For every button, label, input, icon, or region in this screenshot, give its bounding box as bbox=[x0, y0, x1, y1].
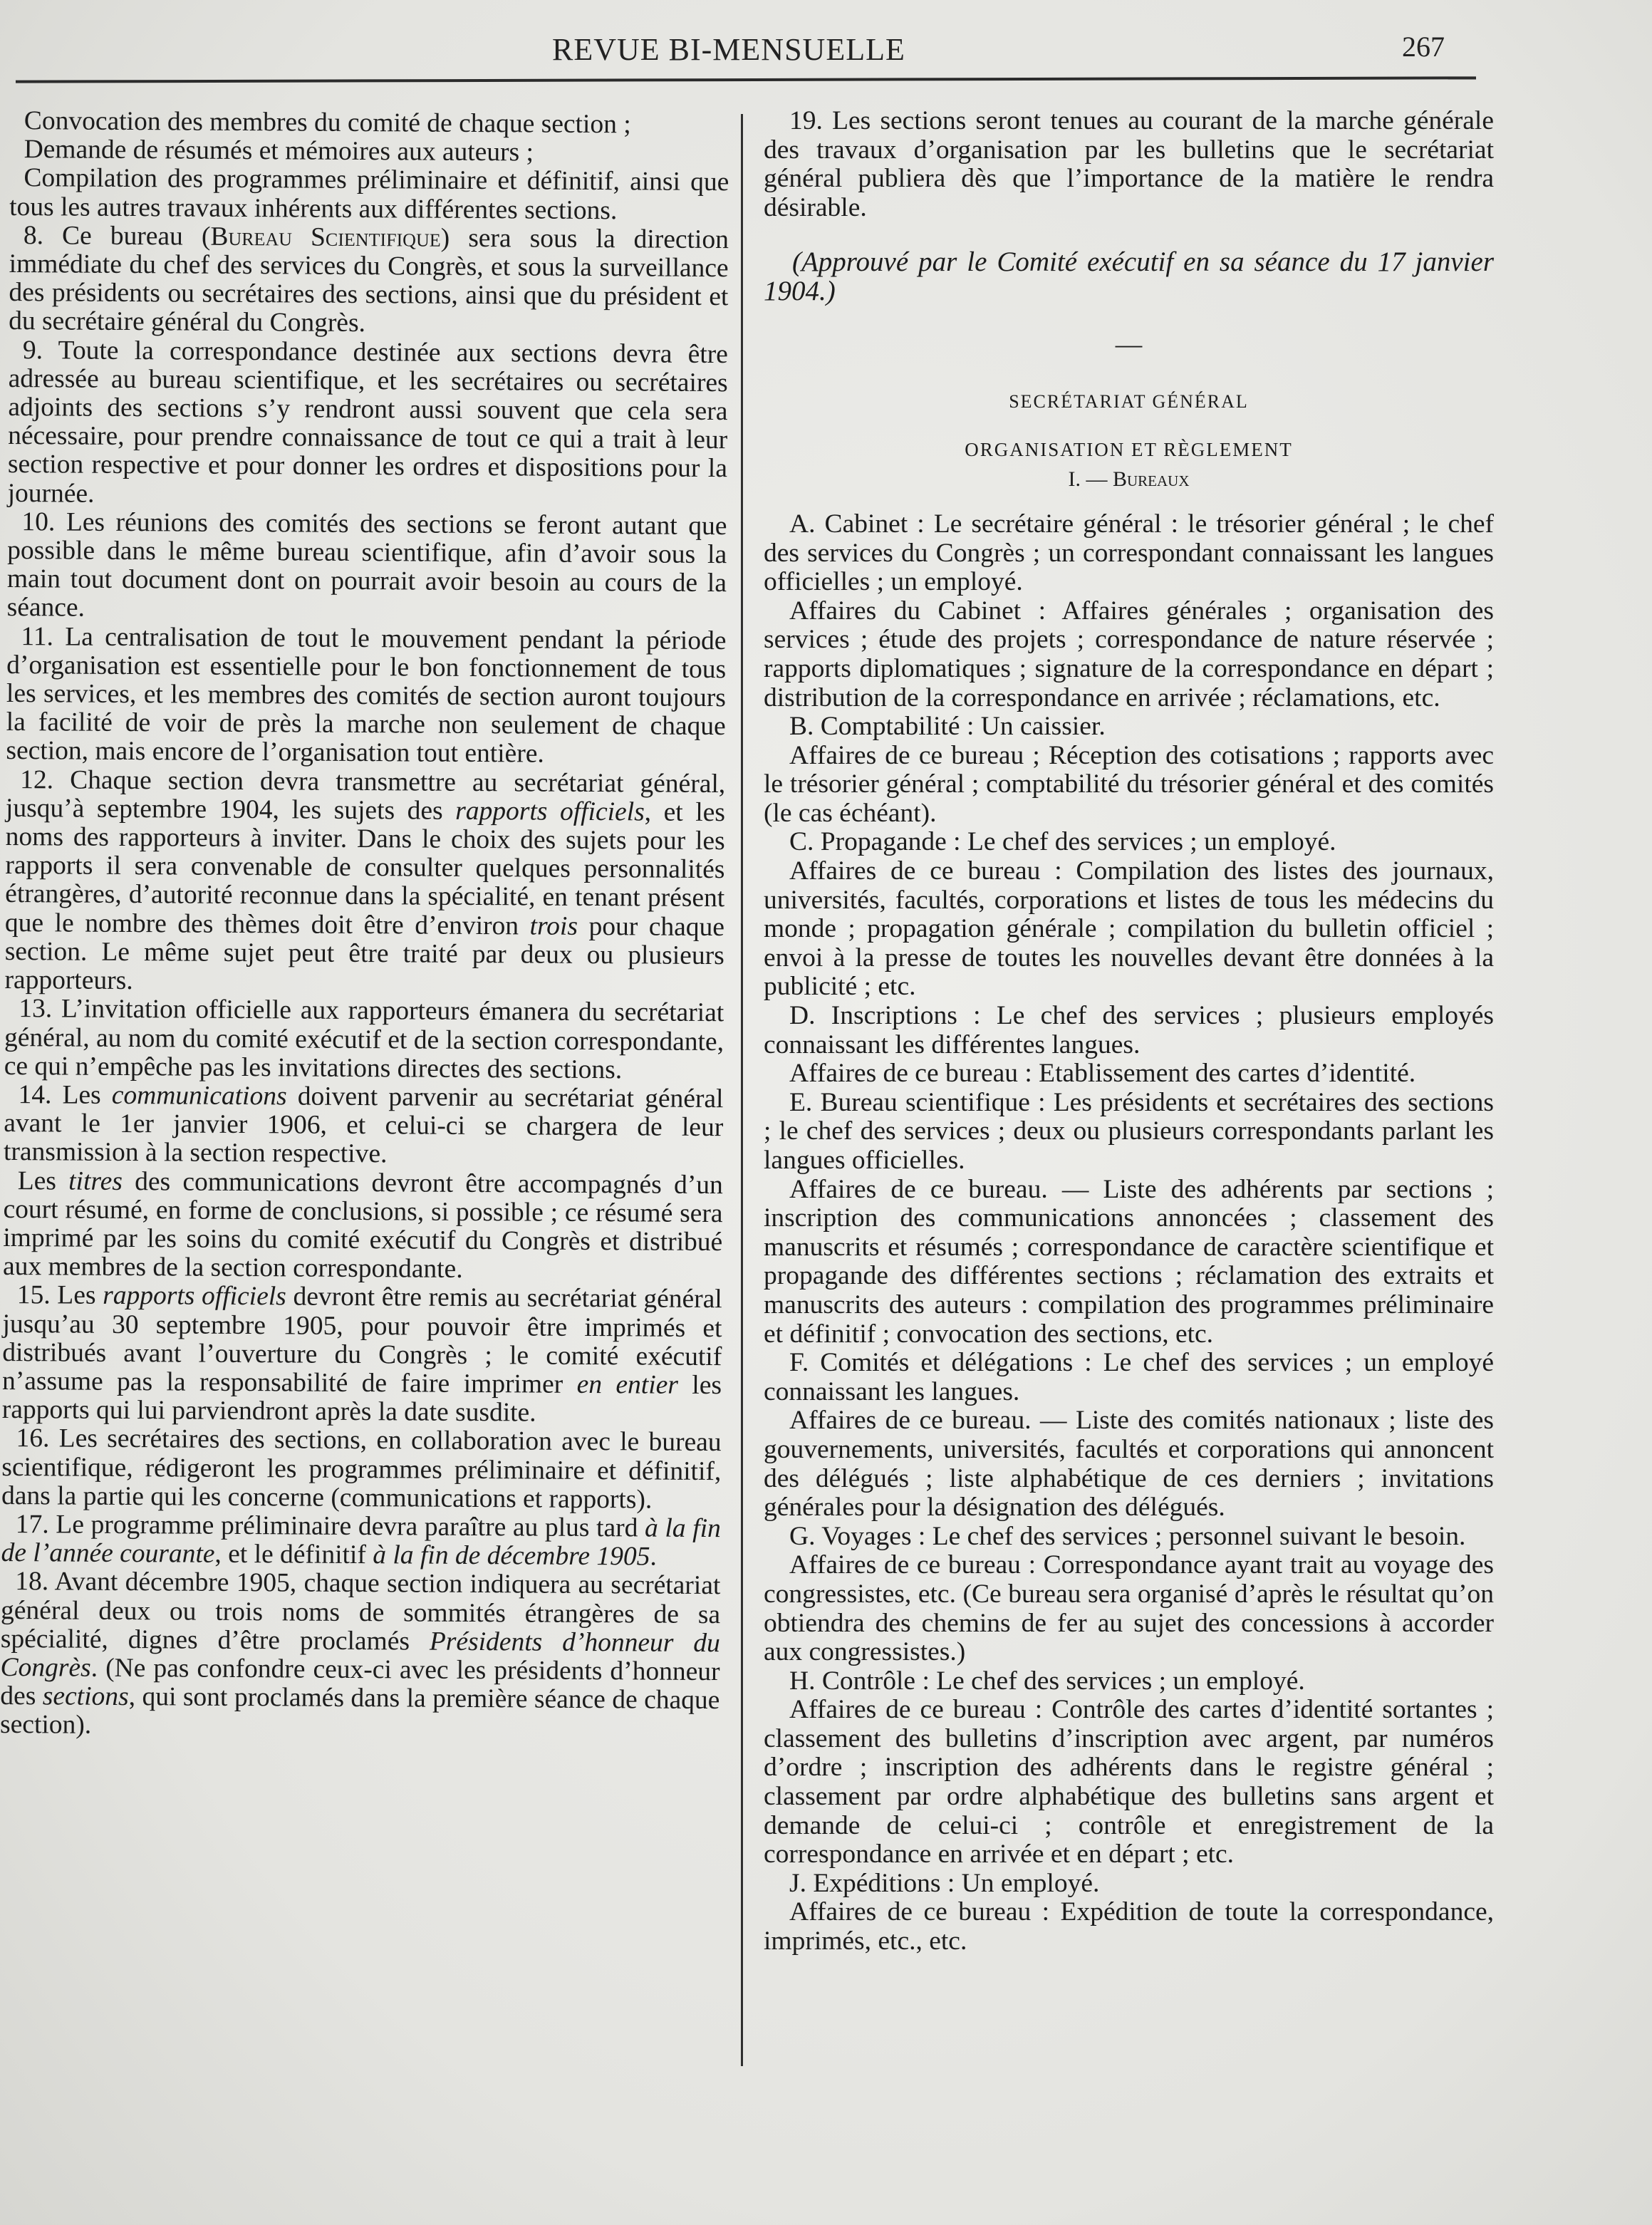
article-15 bbox=[2, 1281, 722, 1428]
text-run: pour chaque section. Le même sujet peut être traité par deux ou plusieurs rapporteurs. bbox=[4, 911, 725, 996]
bureau-e: E. Bureau scientifique : Les présidents et secrétaires des sections ; le chef des services ; deux ou plusieurs correspondants parlant les langues officielles. bbox=[764, 1087, 1494, 1175]
bureau-c: C. Propagande : Le chef des services ; un employé. bbox=[789, 827, 1336, 857]
article-9: 9. Toute la correspondance destinée aux sections devra être adressée au bureau scientifique, et les secrétaires ou secrétaires adjoints des sections s’y rendront aussi souvent que cela sera nécessaire, pour prendre connaissance de tout ce qui a trait à leur section respective et pour donner les ordres et dispositions pour la journée. bbox=[7, 335, 729, 509]
paragraph bbox=[3, 1166, 723, 1285]
italic-run: titres bbox=[68, 1166, 123, 1196]
text-run: devront être remis au secrétariat général jusqu’au 30 septembre 1905, pour pouvoir être imprimés et distribués avant l’ouverture du Congrès ; le comité exécutif n’assume pas la responsabilité de faire imprimer bbox=[1, 1282, 722, 1399]
italic-run: trois bbox=[529, 911, 578, 941]
italic-run: en entier bbox=[576, 1369, 679, 1400]
paragraph: Demande de résumés et mémoires aux auteurs ; bbox=[24, 135, 534, 167]
bureau-d: D. Inscriptions : Le chef des services ; plusieurs employés connaissant les différentes langues. bbox=[764, 1001, 1494, 1059]
separator-dash: — bbox=[1115, 329, 1143, 359]
subsection-heading: ORGANISATION ET RÈGLEMENT bbox=[965, 438, 1293, 460]
italic-run: sections bbox=[42, 1681, 129, 1712]
bureaux-heading bbox=[764, 465, 1494, 494]
bureau-g-affaires: Affaires de ce bureau : Correspondance ayant trait au voyage des congressistes, etc. (Ce bureau sera organisé d’après le résultat qu’on obtiendra des chemins de fer au sujet des concessions à accorder aux congressistes.) bbox=[764, 1550, 1494, 1667]
text-run: 12. Chaque section devra transmettre au secrétariat général, jusqu’à septembre 1904, les sujets des bbox=[5, 764, 726, 826]
bureau-f: F. Comités et délégations : Le chef des services ; un employé connaissant les langues. bbox=[764, 1348, 1494, 1406]
text-run: des communications devront être accompagnés d’un court résumé, en forme de conclusions, si possible ; ce résumé sera imprimé par les soins du comité exécutif du Congrès et distribué aux membres de la section correspondante. bbox=[2, 1166, 723, 1285]
italic-run: Présidents d’honneur du Congrès bbox=[0, 1627, 720, 1683]
italic-run: à la fin de décembre 1905 bbox=[373, 1540, 650, 1572]
italic-run: à la fin de l’année courante bbox=[1, 1513, 721, 1569]
text-run: doivent parvenir au secrétariat général avant le 1er janvier 1906, et celui-ci se chargera de leur transmission à la section respective. bbox=[3, 1082, 724, 1169]
article-11: 11. La centralisation de tout le mouvement pendant la période d’organisation est essentielle pour le bon fonctionnement de tous les services, et les membres des comités de section auront toujours la facilité de voir de près la marche non seulement de chaque section, mais encore de l’organisation tout entière. bbox=[6, 621, 727, 769]
bureau-e-affaires: Affaires de ce bureau. — Liste des adhérents par sections ; inscription des communications annoncées ; classement des manuscrits et résumés ; correspondance de caractère scientifique et propagande des différentes sections ; réclamation des extraits et manuscrits des auteurs : compilation des programmes préliminaire et définitif ; convocation des sections, etc. bbox=[764, 1174, 1494, 1349]
bureau-h-affaires: Affaires de ce bureau : Contrôle des cartes d’identité sortantes ; classement des bulletins d’inscription avec argent, par numéros d’ordre ; inscription des adhérents dans le registre général ; classement par ordre alphabétique des bulletins sans argent et demande de celui-ci ; contrôle et enregistrement de la correspondance en arrivée et en départ ; etc. bbox=[764, 1695, 1494, 1869]
bureau-h: H. Contrôle : Le chef des services ; un employé. bbox=[789, 1666, 1305, 1696]
text-run: . (Ne pas confondre ceux-ci avec les présidents d’honneur des bbox=[0, 1653, 720, 1711]
bureau-b: B. Comptabilité : Un caissier. bbox=[789, 712, 1106, 742]
paragraph: Compilation des programmes préliminaire et définitif, ainsi que tous les autres travaux inhérents aux différentes sections. bbox=[9, 163, 729, 225]
text-run: 18. Avant décembre 1905, chaque section indiquera au secrétariat général deux ou trois noms de sommités étrangères de sa spécialité, dignes d’être proclamés bbox=[0, 1567, 721, 1656]
bureau-j: J. Expéditions : Un employé. bbox=[789, 1868, 1100, 1898]
text-run: 17. Le programme préliminaire devra paraître au plus tard bbox=[15, 1510, 645, 1543]
article-8 bbox=[9, 222, 729, 341]
text-run: ) sera sous la direction immédiate du chef des services du Congrès, et sous la surveillance des présidents ou secrétaires des sections, ainsi que du président et du secrétaire général du Congrès. bbox=[9, 223, 729, 338]
article-17 bbox=[1, 1510, 720, 1572]
bureau-a-affaires: Affaires du Cabinet : Affaires générales ; organisation des services ; étude des projets ; correspondance de nature réservée ; rapports diplomatiques ; signature de la correspondance en départ ; distribution de la correspondance en arrivée ; réclamations, etc. bbox=[764, 596, 1494, 712]
article-12 bbox=[4, 766, 725, 1000]
article-18 bbox=[0, 1567, 720, 1743]
bureau-c-affaires: Affaires de ce bureau : Compilation des listes des journaux, universités, facultés, corporations et listes de tous les médecins du monde ; propagation générale ; compilation du bulletin officiel ; envoi à la presse de toutes les nouvelles devant être données à la publicité ; etc. bbox=[764, 856, 1494, 1002]
approval-note: (Approuvé par le Comité exécutif en sa séance du 17 janvier 1904.) bbox=[764, 247, 1494, 306]
bureau-f-affaires: Affaires de ce bureau. — Liste des comités nationaux ; liste des gouvernements, universités, facultés et corporations qui annoncent des délégués ; liste alphabétique de ces derniers ; invitations générales pour la désignation des délégués. bbox=[764, 1406, 1494, 1523]
paragraph: Convocation des membres du comité de chaque section ; bbox=[24, 106, 631, 140]
text-run: I. — bbox=[1068, 467, 1113, 492]
article-14 bbox=[4, 1081, 724, 1171]
text-run: 15. Les bbox=[16, 1280, 103, 1311]
bureau-b-affaires: Affaires de ce bureau ; Réception des cotisations ; rapports avec le trésorier général ; comptabilité du trésorier général et des comités (le cas échéant). bbox=[764, 740, 1494, 828]
bureau-d-affaires: Affaires de ce bureau : Etablissement des cartes d’identité. bbox=[789, 1059, 1416, 1089]
italic-run: rapports officiels bbox=[103, 1281, 286, 1312]
text-run: , et les noms des rapporteurs à inviter. Dans le choix des sujets pour les rapports il sera convenable de consulter quelques personnalités étrangères, d’autorité reconnue dans la spécialité, en tenant présent que le nombre des thèmes doit être d’environ bbox=[4, 797, 726, 941]
bureau-g: G. Voyages : Le chef des services ; personnel suivant le besoin. bbox=[789, 1521, 1466, 1551]
column-divider bbox=[741, 114, 743, 2066]
text-run: 8. Ce bureau ( bbox=[23, 220, 211, 251]
page-header bbox=[0, 26, 1482, 68]
bureau-j-affaires: Affaires de ce bureau : Expédition de toute la correspondance, imprimés, etc., etc. bbox=[764, 1897, 1494, 1956]
article-13: 13. L’invitation officielle aux rapporteurs émanera du secrétariat général, au nom du comité exécutif et de la section correspondante, ce qui n’empêche pas les invitations directes des sections. bbox=[4, 994, 724, 1084]
section-heading: SECRÉTARIAT GÉNÉRAL bbox=[1009, 391, 1249, 413]
bureau-a: A. Cabinet : Le secrétaire général : le trésorier général ; le chef des services du Congrès ; un correspondant connaissant les langues officielles ; un employé. bbox=[764, 509, 1494, 597]
page-number: 267 bbox=[1402, 31, 1445, 63]
text-run: Les bbox=[17, 1166, 69, 1196]
italic-run: rapports officiels bbox=[455, 796, 645, 827]
article-10: 10. Les réunions des comités des sections se feront autant que possible dans le même bureau scientifique, afin d’avoir sous la main tout document dont on pourrait avoir besoin au cours de la séance. bbox=[6, 507, 727, 623]
running-title: REVUE BI-MENSUELLE bbox=[552, 32, 905, 67]
italic-run: communications bbox=[111, 1080, 287, 1111]
text-run: les rapports qui lui parviendront après la date susdite. bbox=[1, 1370, 722, 1428]
article-19: 19. Les sections seront tenues au courant de la marche générale des travaux d’organisation par les bulletins que le secrétariat général publiera dès que l’importance de la matière le rendra désirable. bbox=[764, 106, 1494, 222]
small-caps-run: Bureau Scientifique bbox=[210, 222, 441, 253]
right-column bbox=[764, 107, 1494, 1956]
article-16: 16. Les secrétaires des sections, en collaboration avec le bureau scientifique, rédigeront les programmes préliminaire et définitif, dans la partie qui les concerne (communications et rapports). bbox=[1, 1423, 722, 1515]
text-run: 14. Les bbox=[18, 1080, 112, 1110]
header-rule bbox=[16, 76, 1476, 83]
left-column bbox=[0, 107, 729, 1744]
text-run: , et le définitif bbox=[214, 1539, 373, 1570]
small-caps-run: Bureaux bbox=[1112, 467, 1190, 492]
text-run: , qui sont proclamés dans la première séance de chaque section). bbox=[0, 1682, 720, 1741]
text-run: . bbox=[650, 1542, 657, 1572]
